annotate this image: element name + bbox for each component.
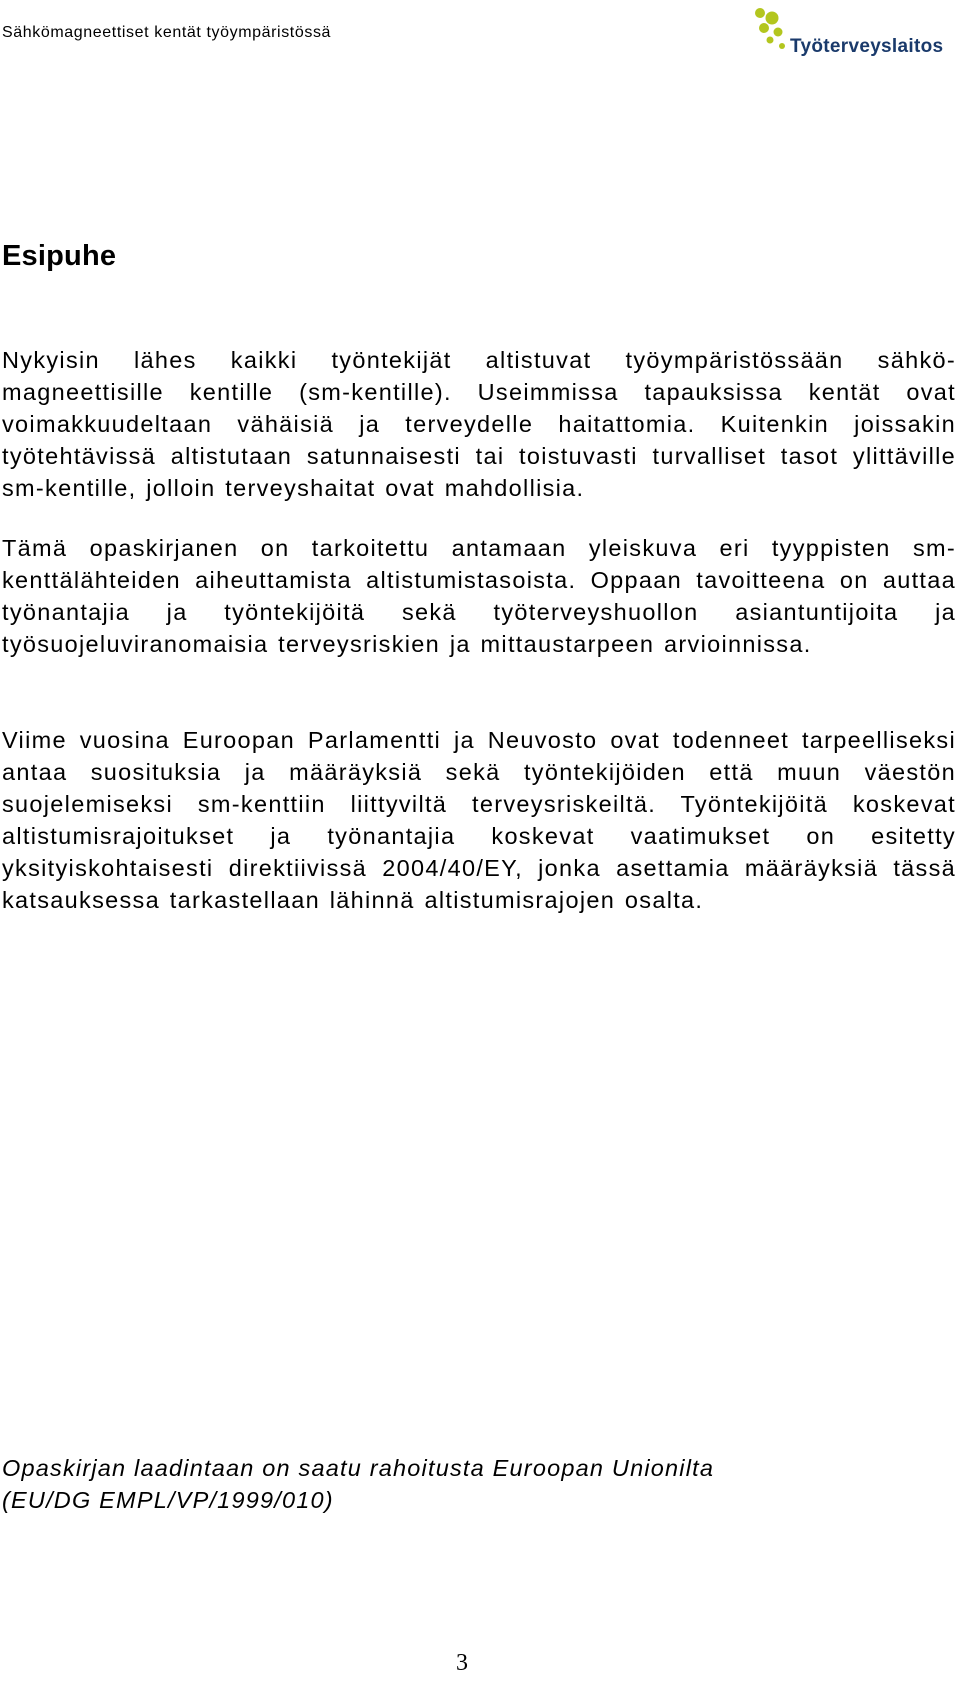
running-header: Sähkömagneettiset kentät työympäristössä bbox=[2, 24, 332, 41]
funding-note-line-2: (EU/DG EMPL/VP/1999/010) bbox=[2, 1487, 334, 1513]
paragraph-1: Nykyisin lähes kaikki työntekijät altistuvat työympäristössään sähkö-magneettisille kentille (sm-kentille). Useimmissa tapauksissa kentät ovat voimakkuudeltaan vähäisiä ja terveydelle haitattomia. Kuitenkin joissakin työtehtävissä altistutaan satunnaisesti tai toistuvasti turvalliset tasot ylittäville sm-kentille, jolloin terveyshaitat ovat mahdollisia. bbox=[2, 347, 956, 501]
paragraph-2: Tämä opaskirjanen on tarkoitettu antamaan yleiskuva eri tyyppisten sm-kenttälähteiden aiheuttamista altistumistasoista. Oppaan tavoitteena on auttaa työnantajia ja työntekijöitä sekä työterveyshuollon asiantuntijoita ja työsuojeluviranomaisia terveysriskien ja mittaustarpeen arvioinnissa. bbox=[2, 535, 956, 657]
paragraph-3: Viime vuosina Euroopan Parlamentti ja Neuvosto ovat todenneet tarpeelliseksi antaa suosituksia ja määräyksiä sekä työntekijöiden että muun väestön suojelemiseksi sm-kenttiin liittyviltä terveysriskeiltä. Työntekijöitä koskevat altistumisrajoitukset ja työnantajia koskevat vaatimukset on esitetty yksityiskohtaisesti direktiivissä 2004/40/EY, jonka asettamia määräyksiä tässä katsauksessa tarkastellaan lähinnä altistumisrajojen osalta. bbox=[2, 727, 956, 913]
tyoterveyslaitos-logo bbox=[752, 4, 952, 62]
page-number: 3 bbox=[456, 1650, 468, 1676]
funding-note bbox=[2, 1452, 956, 1516]
page-title: Esipuhe bbox=[2, 240, 117, 272]
logo-wordmark: Työterveyslaitos bbox=[790, 36, 944, 57]
funding-note-line-1: Opaskirjan laadintaan on saatu rahoitusta Euroopan Unionilta bbox=[2, 1455, 715, 1481]
